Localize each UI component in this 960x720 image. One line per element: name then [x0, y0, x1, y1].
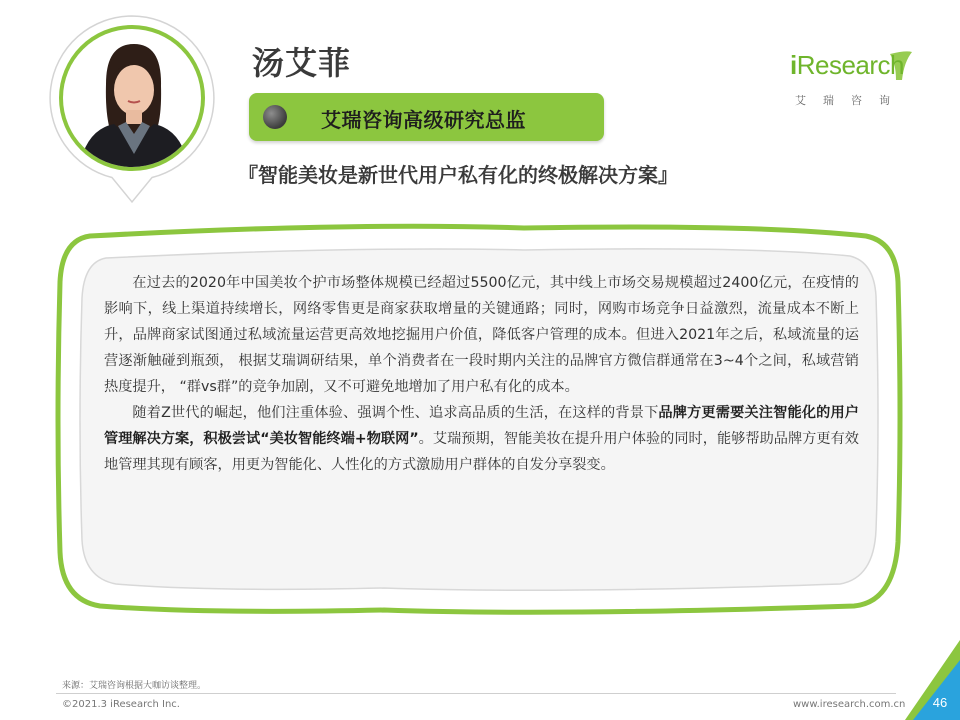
title-bar: [249, 93, 604, 141]
quote-headline: 『智能美妆是新世代用户私有化的终极解决方案』: [238, 163, 678, 187]
page-number: 46: [932, 695, 948, 710]
footer-divider: [56, 693, 896, 694]
logo-prefix: i: [790, 50, 797, 80]
source-note: 来源：艾瑞咨询根据大咖访谈整理。: [62, 681, 207, 691]
body-paragraph-2-lead: 随着Z世代的崛起，他们注重体验、强调个性、追求高品质的生活，在这样的背景下: [132, 405, 659, 421]
body-paragraph-2: [104, 400, 859, 478]
logo-word: Research: [796, 50, 905, 80]
bullet-dot-icon: [263, 105, 287, 129]
website-link[interactable]: www.iresearch.com.cn: [793, 699, 906, 710]
body-paragraph-1: 在过去的2020年中国美妆个护市场整体规模已经超过5500亿元，其中线上市场交易规模超过2400亿元，在疫情的影响下，线上渠道持续增长，网络零售更是商家获取增量的关键通路；同时，网购市场竞争日益激烈，流量成本不断上升，品牌商家试图通过私域流量运营更高效地挖掘用户价值，降低客户管理的成本。但进入2021年之后，私域流量的运营逐渐触碰到瓶颈， 根据艾瑞调研结果，单个消费者在一段时期内关注的品牌官方微信群通常在3~4个之间，私域营销热度提升， “群vs群”的竞争加剧，又不可避免地增加了用户私有化的成本。: [104, 275, 859, 395]
logo-wordmark: [790, 50, 904, 81]
body-paragraph-2-emphasis: 品牌方更需要关注智能化的用户管理解决方案，积极尝试“美妆智能终端+物联网”: [104, 405, 859, 447]
body-paragraph-2-tail: 。艾瑞预期，智能美妆在提升用户体验的同时，能够帮助品牌方更有效地管理其现有顾客，用更为智能化、人性化的方式激励用户群体的自发分享裂变。: [104, 431, 859, 473]
logo-subtitle: 艾瑞咨询: [795, 94, 907, 107]
iresearch-logo: [790, 50, 914, 110]
copyright-text: ©2021.3 iResearch Inc.: [62, 699, 180, 710]
body-text: [104, 270, 859, 478]
portrait-badge: [48, 14, 216, 204]
profile-name: 汤艾菲: [252, 44, 352, 82]
profile-title: 艾瑞咨询高级研究总监: [321, 108, 526, 132]
